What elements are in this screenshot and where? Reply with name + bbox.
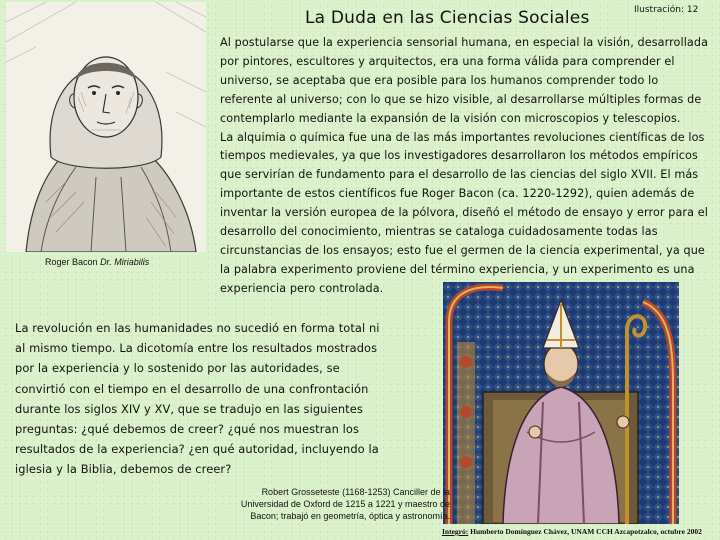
humanities-paragraph: La revolución en las humanidades no sucedió en forma total ni al mismo tiempo. La dicotomía entre los resultados mostrados por la experiencia y lo sostenido por las autoridades, se convirtió con el tiempo en el desarrollo de una confrontación durante los siglos XIV y XV, que se tradujo en las siguientes preguntas: ¿qué debemos de creer? ¿qué nos muestran los resultados de la experiencia? ¿en qué autoridad, incluyendo la iglesia y la Biblia, debemos de creer?: [15, 321, 380, 477]
portrait-caption-name: Roger Bacon: [45, 257, 98, 267]
page-title: La Duda en las Ciencias Sociales: [305, 8, 590, 28]
author-credit: [442, 527, 702, 536]
grosseteste-illumination-drawing: [443, 282, 679, 524]
grosseteste-caption: [210, 486, 450, 522]
roger-bacon-portrait: [6, 2, 206, 252]
portrait-caption-epithet: Dr. Miriabilis: [100, 257, 150, 267]
grosseteste-illumination: [443, 282, 679, 524]
main-text-block: [220, 34, 712, 299]
grosseteste-caption-line: Robert Grosseteste (1168-1253) Canciller de la: [261, 487, 450, 497]
illustration-number-label: Ilustración: 12: [634, 5, 699, 15]
main-paragraph-vision: Al postularse que la experiencia sensorial humana, en especial la visión, desarrollada por pintores, escultores y arquitectos, era una forma válida para comprender el universo, se aceptaba que era posible para los humanos comprender todo lo referente al universo; con lo que se hizo visible, al desarrollarse múltiples formas de contemplarlo mediante la expansión de la visión con microscopios y telescopios.: [220, 36, 709, 125]
main-paragraph-alchemy: La alquimia o química fue una de las más importantes revoluciones científicas de los tiempos medievales, ya que los investigadores desarrollaron los métodos empíricos que servirían de fundamento para el desarrollo de las ciencias del siglo XVII. El más importante de estos científicos fue Roger Bacon (ca. 1220-1292), quien además de inventar la versión europea de la pólvora, diseñó el método de ensayo y error para el desarrollo del conocimiento, mientras se cataloga cuidadosamente todas las circunstancias de los ensayos; esto fue el germen de la ciencia experimental, ya que la palabra experimento proviene del término experiencia, y un experimento es una experiencia pero controlada.: [220, 130, 708, 295]
portrait-caption: [45, 257, 149, 267]
grosseteste-caption-line: Bacon; trabajó en geometría, óptica y astronomía.: [250, 511, 450, 521]
roger-bacon-portrait-drawing: [6, 2, 206, 252]
grosseteste-caption-line: Universidad de Oxford de 1215 a 1221 y maestro de: [240, 499, 450, 509]
credit-text: Humberto Domínguez Chávez, UNAM CCH Azcapotzalco, octubre 2002: [468, 527, 702, 536]
credit-prefix: Integró:: [442, 527, 469, 536]
